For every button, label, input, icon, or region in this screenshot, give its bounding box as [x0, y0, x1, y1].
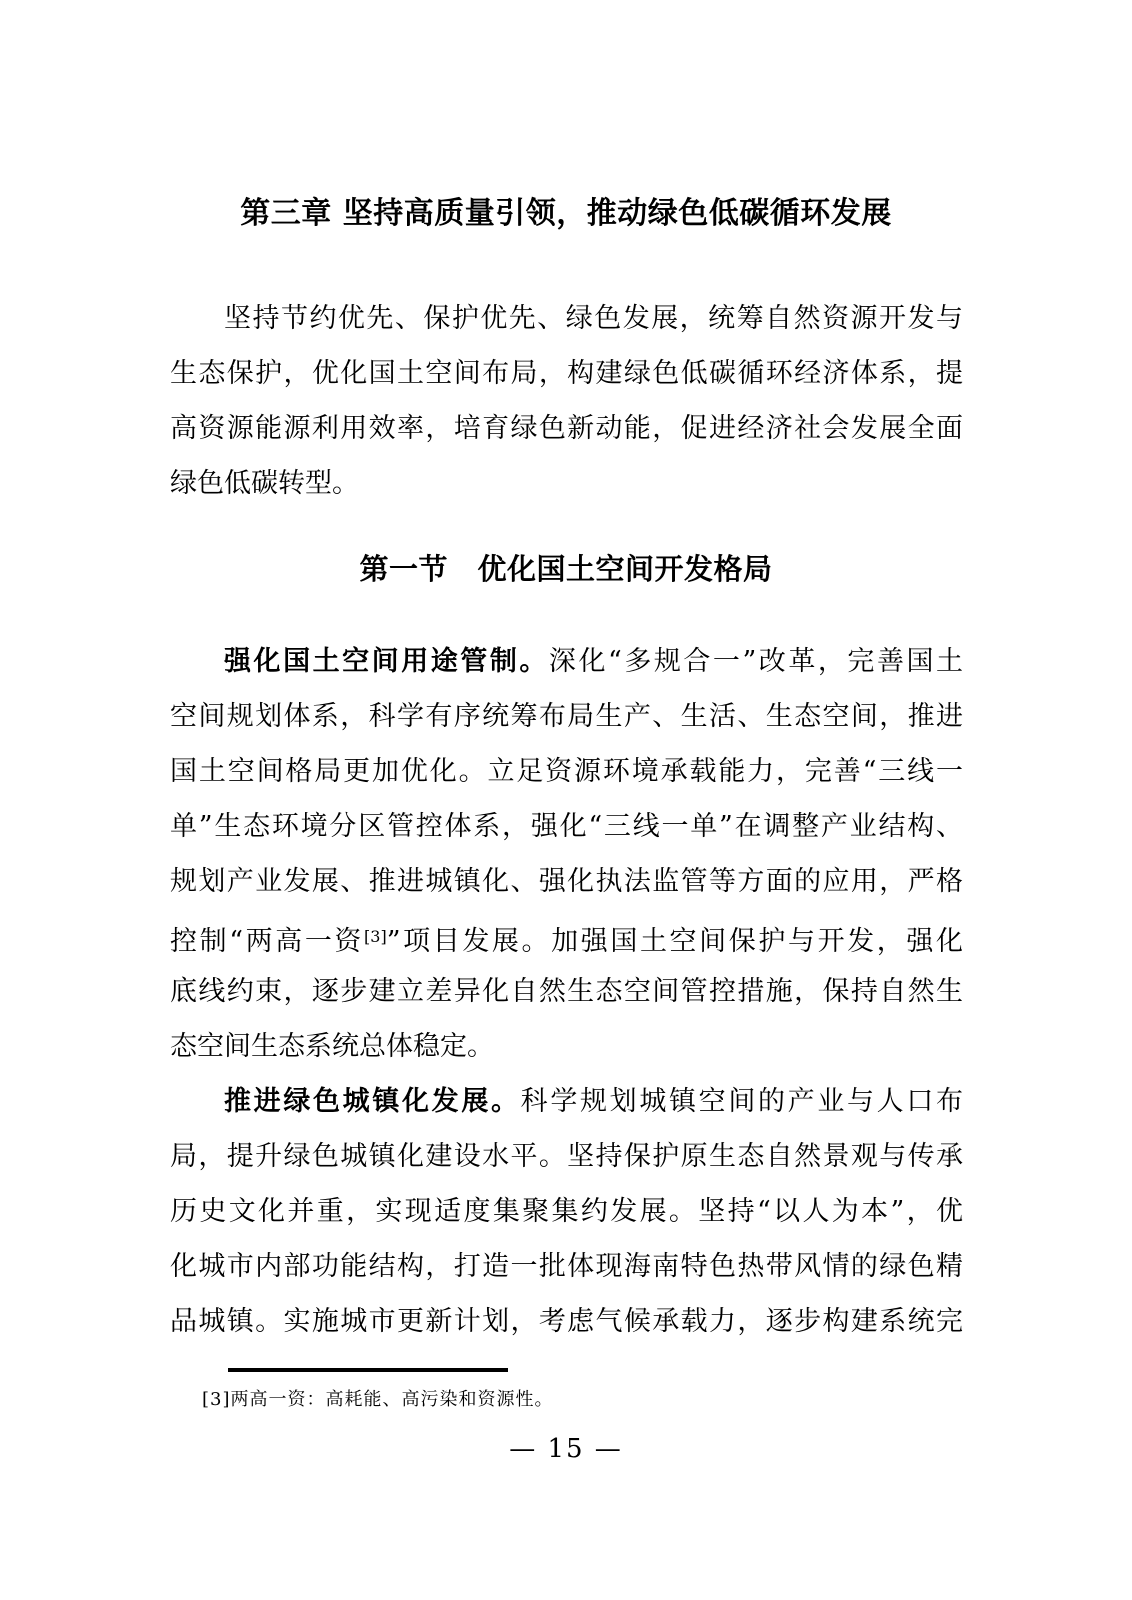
text-segment: 坚持节约优先、保护优先、绿色发展，统筹自然资源开发与 [224, 303, 963, 334]
text-segment: 底线约束，逐步建立差异化自然生态空间管控措施，保持自然生 [170, 976, 963, 1007]
body-text-line [170, 346, 963, 401]
text-segment: 化城市内部功能结构，打造一批体现海南特色热带风情的绿色精 [170, 1251, 963, 1282]
body-text-line [170, 1184, 963, 1239]
footnote-marker: [3] [202, 1389, 231, 1410]
body-text-line [170, 909, 963, 964]
text-segment: 深化“多规合一”改革，完善国土 [548, 646, 963, 677]
body-text-line [170, 744, 963, 799]
body-text-line [170, 291, 963, 346]
body-text-line [170, 689, 963, 744]
body-text-line [170, 1074, 963, 1129]
footnote-text: 两高一资：高耗能、高污染和资源性。 [230, 1389, 554, 1410]
text-segment: 科学规划城镇空间的产业与人口布 [520, 1086, 963, 1117]
footnote-divider [228, 1368, 508, 1372]
page-number: — 15 — [509, 1434, 623, 1464]
body-text-line [170, 634, 963, 689]
footnote [202, 1386, 554, 1413]
bold-lead-in: 推进绿色城镇化发展。 [224, 1086, 521, 1117]
body-text-line [170, 799, 963, 854]
paragraph-land-use-control [170, 634, 963, 1074]
body-text-line [170, 1239, 963, 1294]
text-segment: 生态保护，优化国土空间布局，构建绿色低碳循环经济体系，提 [170, 358, 963, 389]
text-segment: 品城镇。实施城市更新计划，考虑气候承载力，逐步构建系统完 [170, 1306, 963, 1337]
paragraph-green-urbanization [170, 1074, 963, 1349]
body-text-line [170, 1294, 963, 1349]
text-segment: 高资源能源利用效率，培育绿色新动能，促进经济社会发展全面 [170, 413, 963, 444]
body-text-line [170, 1019, 963, 1074]
section-title: 第一节 优化国土空间开发格局 [359, 552, 773, 586]
footnote-reference: [3] [364, 927, 387, 946]
text-segment: 国土空间格局更加优化。立足资源环境承载能力，完善“三线一 [170, 756, 963, 787]
body-text-line [170, 854, 963, 909]
text-segment: ”项目发展。加强国土空间保护与开发，强化 [386, 926, 963, 957]
text-segment: 规划产业发展、推进城镇化、强化执法监管等方面的应用，严格 [170, 866, 963, 897]
body-text-line [170, 1129, 963, 1184]
chapter-title: 第三章 坚持高质量引领，推动绿色低碳循环发展 [240, 196, 892, 231]
body-text-line [170, 964, 963, 1019]
bold-lead-in: 强化国土空间用途管制。 [224, 646, 549, 677]
text-segment: 绿色低碳转型。 [170, 468, 359, 499]
text-segment: 控制“两高一资 [170, 926, 365, 957]
body-text-line [170, 456, 963, 511]
text-segment: 态空间生态系统总体稳定。 [170, 1031, 494, 1062]
text-segment: 空间规划体系，科学有序统筹布局生产、生活、生态空间，推进 [170, 701, 963, 732]
text-segment: 历史文化并重，实现适度集聚集约发展。坚持“以人为本”，优 [170, 1196, 963, 1227]
text-segment: 单”生态环境分区管控体系，强化“三线一单”在调整产业结构、 [170, 811, 963, 842]
body-text-line [170, 401, 963, 456]
paragraph-intro [170, 291, 963, 511]
text-segment: 局，提升绿色城镇化建设水平。坚持保护原生态自然景观与传承 [170, 1141, 963, 1172]
